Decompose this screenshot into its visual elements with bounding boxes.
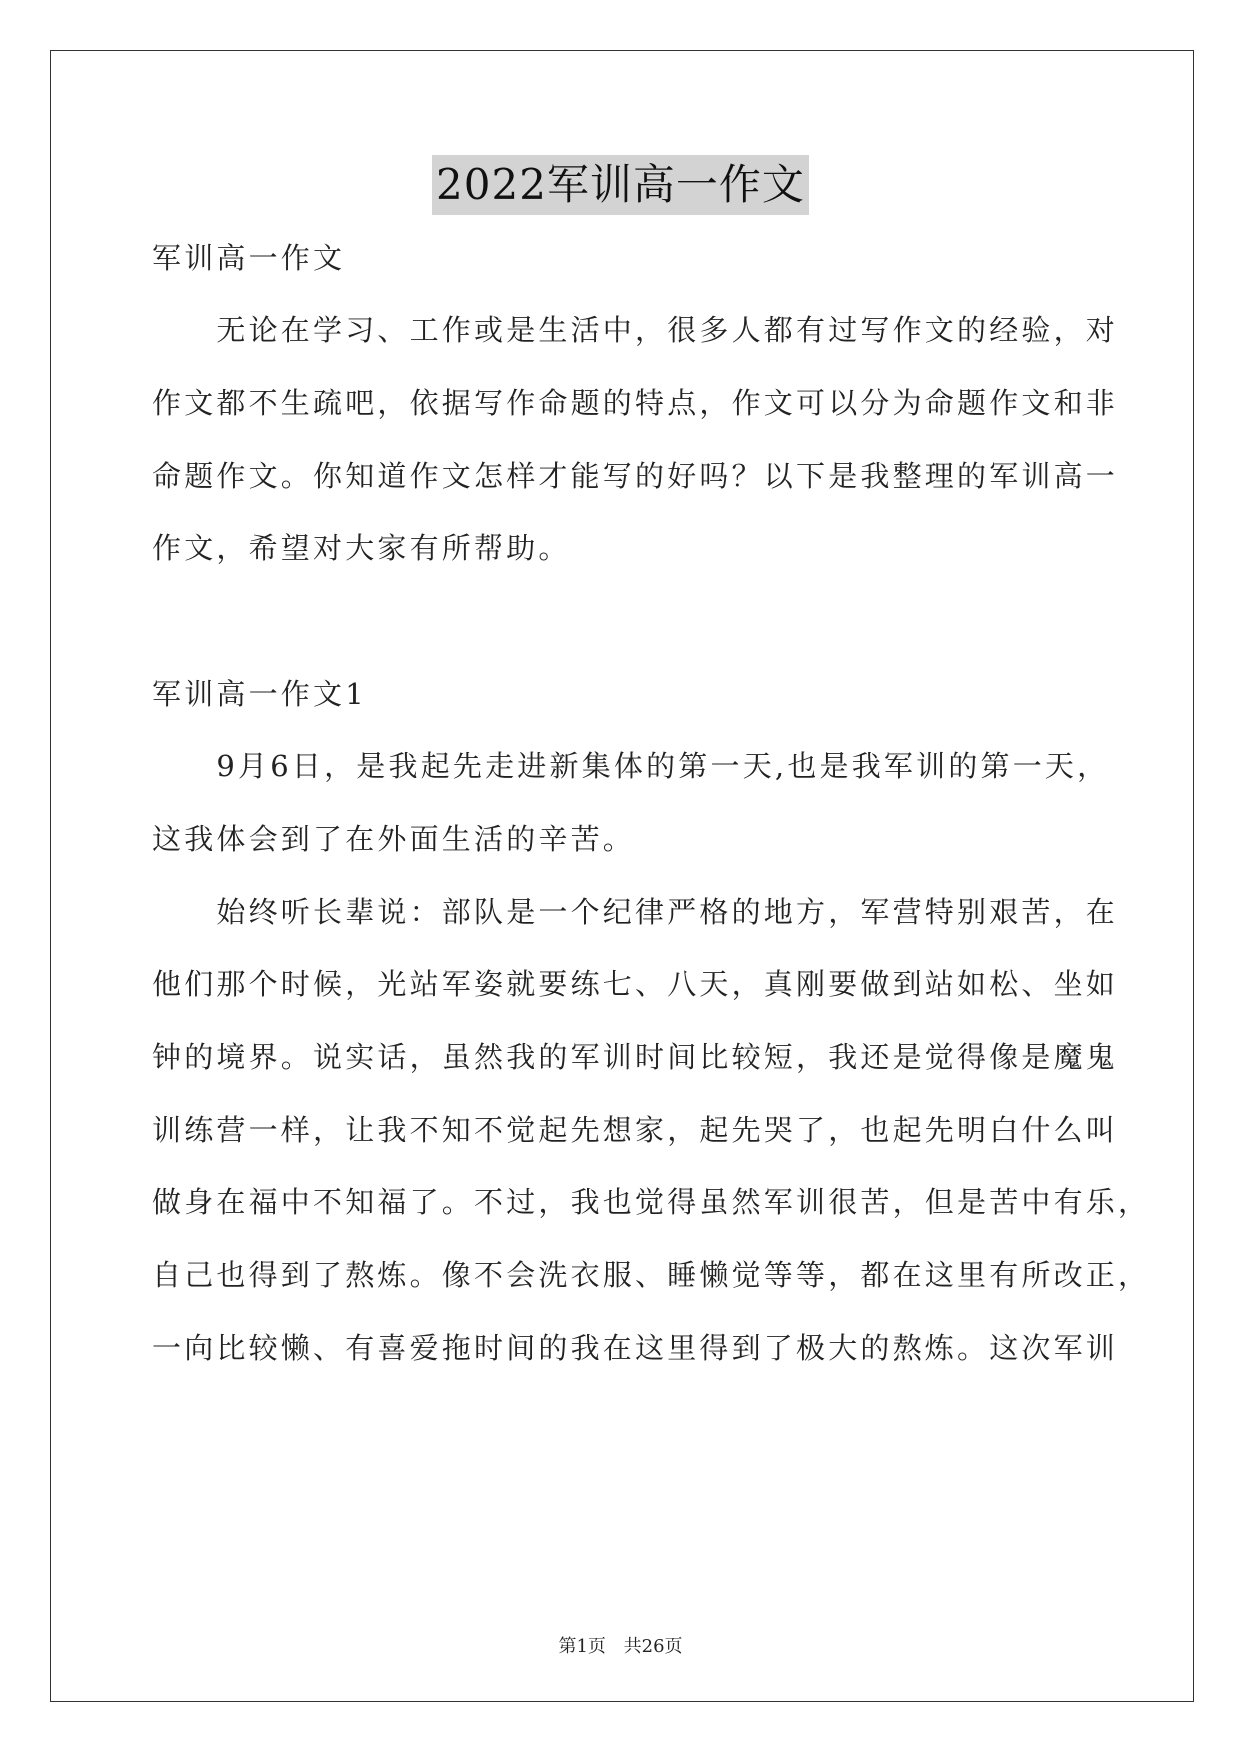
body-line: 训练营一样，让我不知不觉起先想家，起先哭了，也起先明白什么叫 <box>152 1113 1119 1147</box>
body-line: 这我体会到了在外面生活的辛苦。 <box>152 822 636 856</box>
page-border <box>50 50 1194 1702</box>
document-title: 2022军训高一作文 <box>432 155 809 215</box>
page-total: 共26页 <box>623 1636 683 1657</box>
section-heading: 军训高一作文 <box>152 241 346 275</box>
body-line: 自己也得到了熬炼。像不会洗衣服、睡懒觉等等，都在这里有所改正， <box>152 1258 1151 1292</box>
body-line: 始终听长辈说：部队是一个纪律严格的地方，军营特别艰苦，在 <box>152 895 1119 929</box>
body-line: 作文都不生疏吧，依据写作命题的特点，作文可以分为命题作文和非 <box>152 386 1119 420</box>
title-container <box>0 155 1241 215</box>
body-line: 无论在学习、工作或是生活中，很多人都有过写作文的经验，对 <box>152 313 1119 347</box>
page-footer <box>0 1632 1241 1658</box>
body-line: 作文，希望对大家有所帮助。 <box>152 531 571 565</box>
body-line: 命题作文。你知道作文怎样才能写的好吗？以下是我整理的军训高一 <box>152 459 1119 493</box>
body-line: 9月6日，是我起先走进新集体的第一天,也是我军训的第一天， <box>152 749 1110 783</box>
body-line: 他们那个时候，光站军姿就要练七、八天，真刚要做到站如松、坐如 <box>152 967 1119 1001</box>
body-line: 一向比较懒、有喜爱拖时间的我在这里得到了极大的熬炼。这次军训 <box>152 1331 1119 1365</box>
body-line: 做身在福中不知福了。不过，我也觉得虽然军训很苦，但是苦中有乐， <box>152 1185 1151 1219</box>
page-number: 第1页 <box>558 1636 606 1657</box>
section-heading: 军训高一作文1 <box>152 677 367 711</box>
body-line: 钟的境界。说实话，虽然我的军训时间比较短，我还是觉得像是魔鬼 <box>152 1040 1119 1074</box>
